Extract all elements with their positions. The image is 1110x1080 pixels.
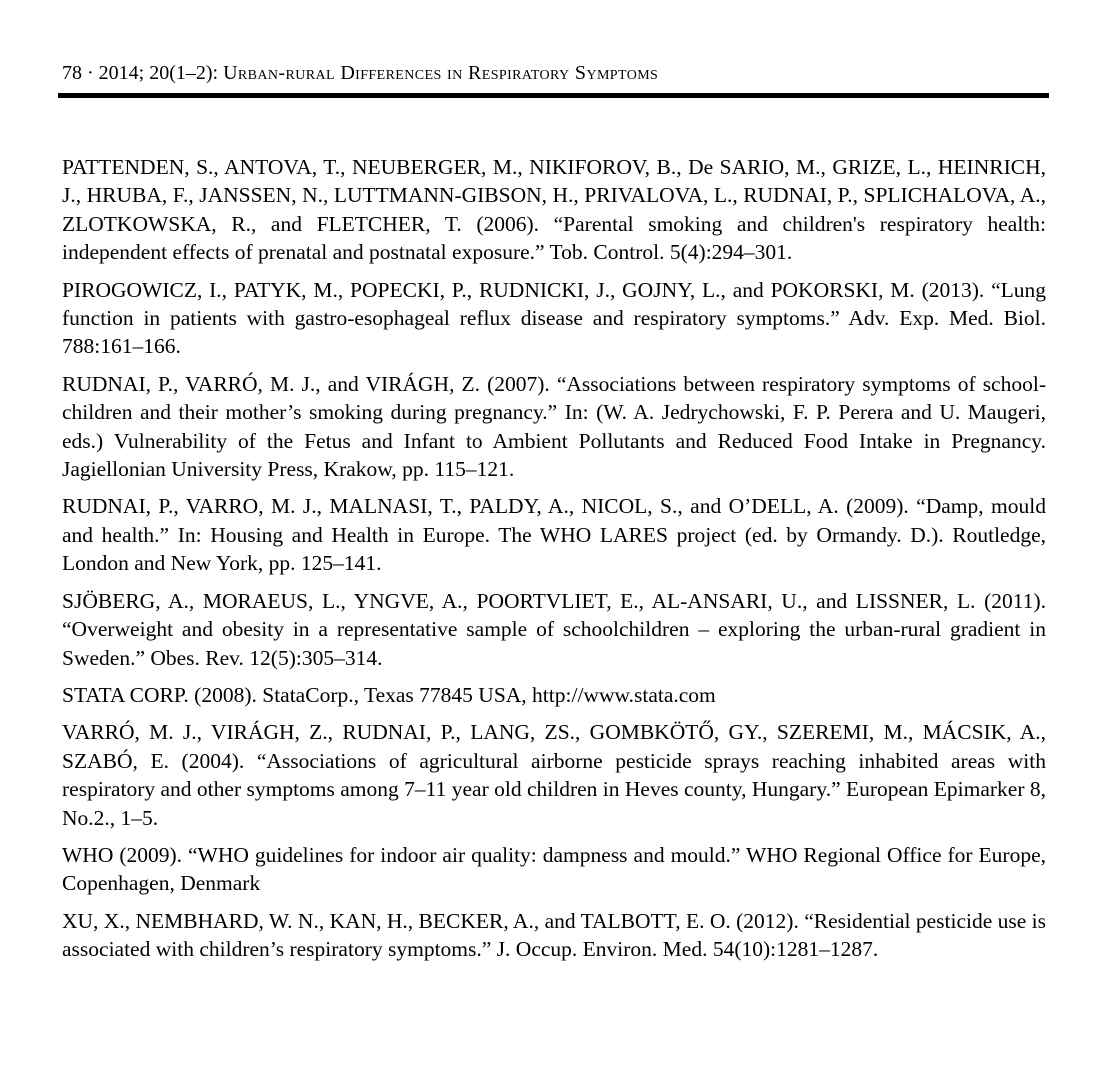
reference-entry: VARRÓ, M. J., VIRÁGH, Z., RUDNAI, P., LANG, ZS., GOMBKÖTŐ, GY., SZEREMI, M., MÁCSIK, A., SZABÓ, E. (2004). “Associations of agricultural airborne pesticide sprays reaching inhabited areas with respiratory and other symptoms among 7–11 year old children in Heves county, Hungary.” European Epimarker 8, No.2., 1–5.: [62, 720, 1046, 830]
running-title: Urban-rural Differences in Respiratory Symptoms: [223, 62, 659, 84]
reference-entry: WHO (2009). “WHO guidelines for indoor air quality: dampness and mould.” WHO Regional Office for Europe, Copenhagen, Denmark: [62, 842, 1046, 896]
reference-entry: RUDNAI, P., VARRÓ, M. J., and VIRÁGH, Z. (2007). “Associations between respiratory symptoms of school-children and their mother’s smoking during pregnancy.” In: (W. A. Jedrychowski, F. P. Perera and U. Maugeri, eds.) Vulnerability of the Fetus and Infant to Ambient Pollutants and Reduced Food Intake in Pregnancy. Jagiellonian University Press, Krakow, pp. 115–121.: [62, 371, 1046, 482]
reference-entry: PIROGOWICZ, I., PATYK, M., POPECKI, P., RUDNICKI, J., GOJNY, L., and POKORSKI, M. (2013). “Lung function in patients with gastro-esophageal reflux disease and respiratory symptoms.” Adv. Exp. Med. Biol. 788:161–166.: [62, 277, 1046, 359]
references-list: [62, 153, 1046, 964]
reference-entry: PATTENDEN, S., ANTOVA, T., NEUBERGER, M., NIKIFOROV, B., De SARIO, M., GRIZE, L., HEINRICH, J., HRUBA, F., JANSSEN, N., LUTTMANN-GIBSON, H., PRIVALOVA, L., RUDNAI, P., SPLICHALOVA, A., ZLOTKOWSKA, R., and FLETCHER, T. (2006). “Parental smoking and children's respiratory health: independent effects of prenatal and postnatal exposure.” Tob. Control. 5(4):294–301.: [62, 155, 1046, 265]
reference-entry: RUDNAI, P., VARRO, M. J., MALNASI, T., PALDY, A., NICOL, S., and O’DELL, A. (2009). “Damp, mould and health.” In: Housing and Health in Europe. The WHO LARES project (ed. by Ormandy. D.). Routledge, London and New York, pp. 125–141.: [62, 494, 1046, 576]
header-rule: [58, 93, 1049, 98]
page-number-and-issue: 78 · 2014; 20(1–2):: [62, 62, 224, 84]
reference-entry: SJÖBERG, A., MORAEUS, L., YNGVE, A., POORTVLIET, E., AL-ANSARI, U., and LISSNER, L. (2011). “Overweight and obesity in a representative sample of schoolchildren – exploring the urban-rural gradient in Sweden.” Obes. Rev. 12(5):305–314.: [62, 588, 1046, 670]
reference-entry: XU, X., NEMBHARD, W. N., KAN, H., BECKER, A., and TALBOTT, E. O. (2012). “Residential pesticide use is associated with children’s respiratory symptoms.” J. Occup. Environ. Med. 54(10):1281–1287.: [62, 908, 1047, 962]
running-head: [62, 62, 1046, 84]
reference-entry: STATA CORP. (2008). StataCorp., Texas 77845 USA, http://www.stata.com: [62, 682, 716, 707]
